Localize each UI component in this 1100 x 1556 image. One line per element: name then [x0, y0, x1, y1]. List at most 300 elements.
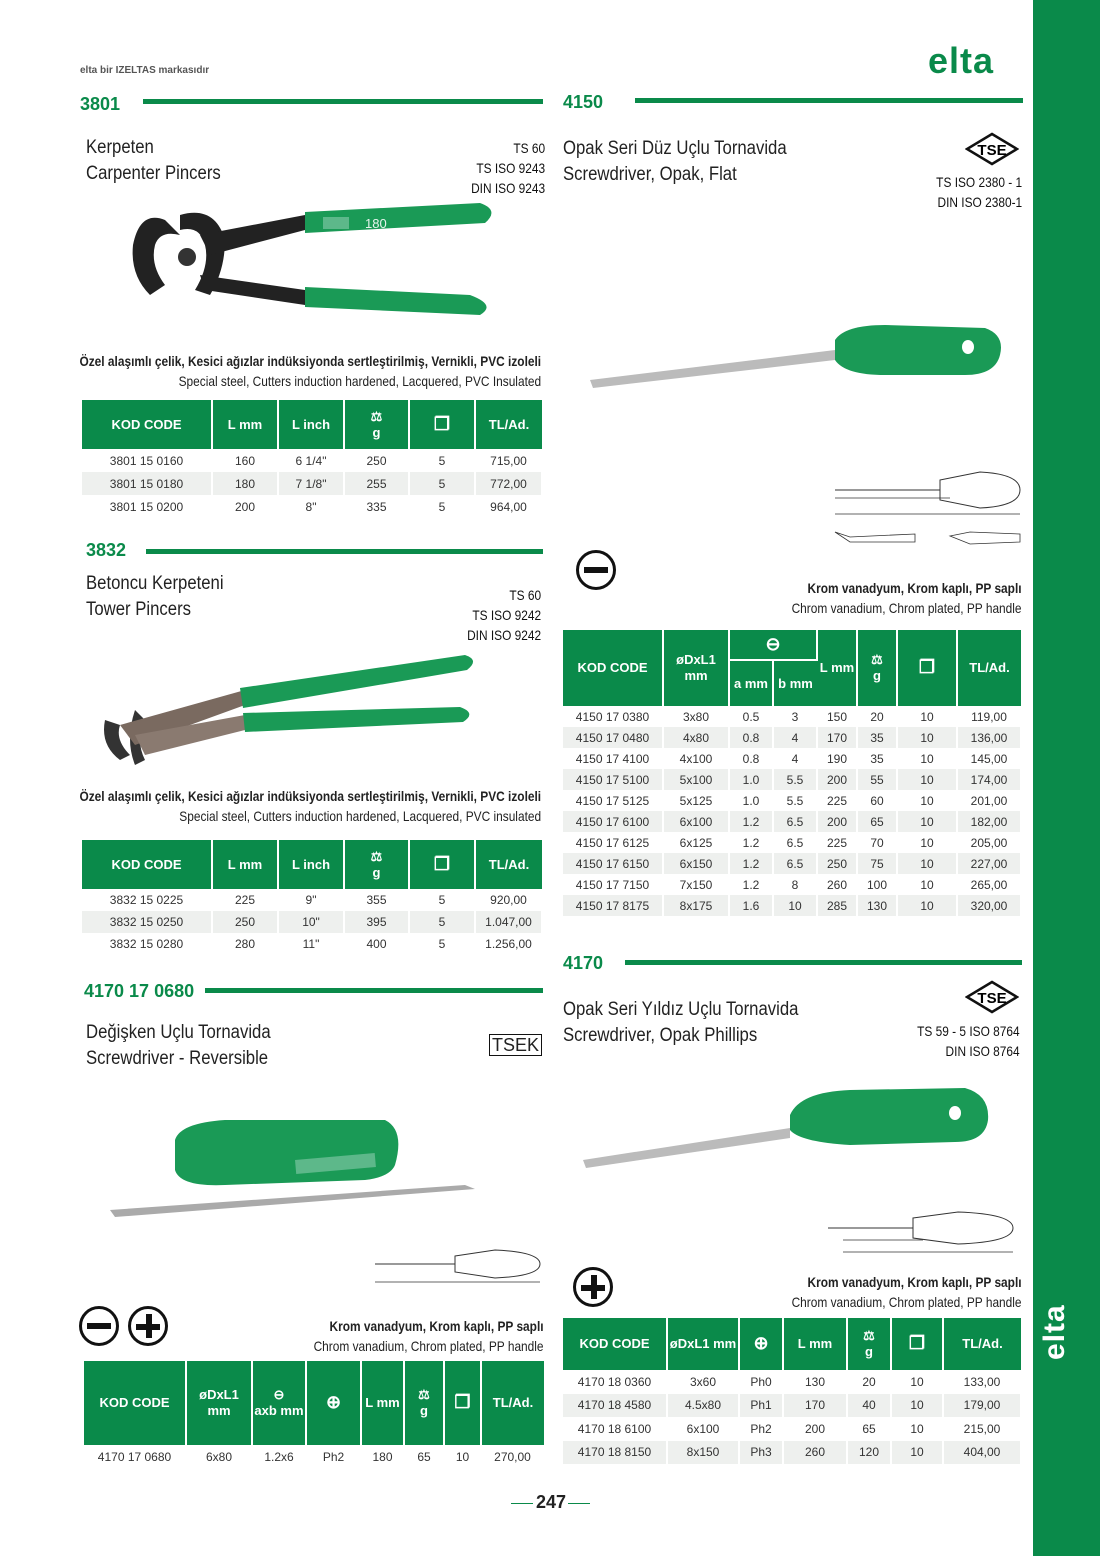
table-row	[82, 933, 542, 955]
weight-unit: g	[372, 424, 381, 440]
table-cell: 3801 15 0200	[82, 495, 212, 518]
table-cell: 35	[857, 727, 897, 748]
table-cell: 3x80	[663, 706, 729, 727]
col-code: KOD CODE	[84, 1361, 186, 1445]
table-cell: 3	[773, 706, 817, 727]
table-cell: 10	[891, 1370, 943, 1394]
table-cell: 10	[891, 1417, 943, 1441]
table-cell: 3801 15 0160	[82, 449, 212, 472]
table-cell: 4.5x80	[667, 1394, 739, 1418]
page-number-rule	[568, 1503, 590, 1504]
table-cell: 225	[212, 889, 278, 911]
standards-list	[936, 172, 1022, 212]
tower-pincers-image	[95, 650, 485, 775]
table-cell: 10	[897, 769, 957, 790]
table-cell: 1.0	[729, 769, 773, 790]
standard: DIN ISO 9242	[466, 627, 541, 643]
scale-icon: ⚖	[418, 1387, 430, 1402]
table-cell: 5	[409, 911, 475, 933]
description-tr: Krom vanadyum, Krom kaplı, PP saplı	[329, 1318, 544, 1334]
table-cell: 5x100	[663, 769, 729, 790]
table-cell: 250	[344, 449, 409, 472]
scale-icon: ⚖	[863, 1328, 875, 1343]
table-row	[563, 1370, 1021, 1394]
col-l: L mm	[361, 1361, 404, 1445]
table-row	[82, 495, 542, 518]
tse-logo-text: TSE	[977, 990, 1007, 1007]
table-cell: 6x100	[663, 811, 729, 832]
table-cell: 4x80	[663, 727, 729, 748]
table-cell: Ph0	[739, 1370, 783, 1394]
standard: TS ISO 2380 - 1	[936, 174, 1022, 190]
table-cell: 20	[847, 1370, 891, 1394]
table-cell: 4170 18 6100	[563, 1417, 667, 1441]
table-cell: 8x150	[667, 1441, 739, 1465]
table-cell: 4150 17 5125	[563, 790, 663, 811]
reversible-screwdriver-image	[105, 1105, 485, 1230]
box-icon: ❐	[433, 853, 451, 874]
product-description	[792, 1272, 1022, 1312]
price-table-4170	[563, 1318, 1022, 1464]
table-cell: 6x125	[663, 832, 729, 853]
table-cell: 10	[444, 1445, 481, 1468]
section-rule	[205, 988, 543, 993]
section-code-4150: 4150	[563, 92, 604, 112]
description-tr: Özel alaşımlı çelik, Kesici ağızlar indüksiyonda sertleştirilmiş, Vernikli, PVC izoleli	[79, 353, 541, 369]
description-en: Chrom vanadium, Chrom plated, PP handle	[314, 1338, 544, 1354]
table-cell: 40	[847, 1394, 891, 1418]
product-title-tr: Opak Seri Yıldız Uçlu Tornavida	[563, 999, 799, 1020]
col-pack	[409, 840, 475, 889]
table-cell: 1.2	[729, 874, 773, 895]
table-row	[82, 889, 542, 911]
col-pack	[409, 400, 475, 449]
col-axb	[252, 1361, 306, 1445]
table-cell: 1.047,00	[475, 911, 542, 933]
col-code: KOD CODE	[82, 840, 212, 889]
table-cell: 920,00	[475, 889, 542, 911]
table-cell: 772,00	[475, 472, 542, 495]
table-row	[563, 748, 1021, 769]
table-cell: 1.0	[729, 790, 773, 811]
table-cell: 65	[404, 1445, 444, 1468]
table-cell: 4170 17 0680	[84, 1445, 186, 1468]
table-cell: 255	[344, 472, 409, 495]
tse-logo-text: TSE	[977, 142, 1007, 159]
table-cell: Ph2	[739, 1417, 783, 1441]
table-cell: 8x175	[663, 895, 729, 916]
table-cell: 200	[817, 811, 857, 832]
product-description	[314, 1316, 544, 1356]
table-cell: 200	[212, 495, 278, 518]
table-cell: Ph1	[739, 1394, 783, 1418]
table-cell: 5	[409, 889, 475, 911]
col-phillips	[739, 1318, 783, 1370]
table-cell: 5	[409, 495, 475, 518]
col-dxl: øDxL1 mm	[667, 1318, 739, 1370]
flat-screwdriver-image	[585, 320, 1010, 395]
col-weight	[344, 840, 409, 889]
col-l-inch: L inch	[278, 400, 344, 449]
table-cell: 4x100	[663, 748, 729, 769]
description-en: Special steel, Cutters induction hardened, Lacquered, PVC insulated	[179, 808, 541, 824]
col-code: KOD CODE	[563, 1318, 667, 1370]
reversible-dimension-drawing	[365, 1242, 545, 1292]
standard: DIN ISO 9243	[470, 180, 545, 196]
table-cell: Ph3	[739, 1441, 783, 1465]
col-b: b mm	[773, 660, 817, 706]
col-dxl: øDxL1 mm	[663, 630, 729, 706]
weight-unit: g	[420, 1403, 428, 1418]
table-cell: 1.2	[729, 811, 773, 832]
box-icon: ❐	[908, 1333, 926, 1353]
table-cell: 133,00	[943, 1370, 1021, 1394]
table-row	[563, 790, 1021, 811]
table-body	[84, 1445, 544, 1468]
col-price: TL/Ad.	[475, 840, 542, 889]
flat-tip-icon	[576, 550, 616, 590]
table-cell: 10	[897, 874, 957, 895]
price-table-4150	[563, 630, 1022, 916]
col-l-mm: L mm	[212, 840, 278, 889]
table-cell: 10	[897, 895, 957, 916]
table-cell: 1.6	[729, 895, 773, 916]
table-cell: 4150 17 0380	[563, 706, 663, 727]
price-table-3832	[82, 840, 543, 955]
table-row	[563, 895, 1021, 916]
standards-list	[917, 1021, 1020, 1061]
section-rule	[635, 98, 1023, 103]
table-cell: 10	[897, 727, 957, 748]
table-cell: 250	[212, 911, 278, 933]
box-icon: ❐	[918, 657, 936, 677]
table-row	[84, 1445, 544, 1468]
table-cell: 20	[857, 706, 897, 727]
table-cell: 150	[817, 706, 857, 727]
table-cell: 10	[891, 1394, 943, 1418]
table-cell: 227,00	[957, 853, 1021, 874]
table-cell: 182,00	[957, 811, 1021, 832]
table-cell: 35	[857, 748, 897, 769]
table-cell: 3832 15 0250	[82, 911, 212, 933]
description-tr: Özel alaşımlı çelik, Kesici ağızlar indüksiyonda sertleştirilmiş, Vernikli, PVC izoleli	[79, 788, 541, 804]
product-title-en: Screwdriver, Opak Phillips	[563, 1025, 758, 1046]
table-cell: 10	[773, 895, 817, 916]
col-a: a mm	[729, 660, 773, 706]
price-table-3801	[82, 400, 543, 518]
table-cell: 4150 17 6125	[563, 832, 663, 853]
table-cell: 180	[361, 1445, 404, 1468]
table-row	[563, 769, 1021, 790]
table-cell: 4150 17 6150	[563, 853, 663, 874]
table-row	[563, 1394, 1021, 1418]
product-description	[79, 786, 541, 826]
col-price: TL/Ad.	[481, 1361, 544, 1445]
phillips-tip-icon: ⊕	[753, 1333, 769, 1353]
table-cell: 10	[897, 832, 957, 853]
col-price: TL/Ad.	[943, 1318, 1021, 1370]
table-cell: 404,00	[943, 1441, 1021, 1465]
phillips-tip-icon: ⊕	[325, 1392, 342, 1412]
table-row	[563, 727, 1021, 748]
table-cell: 355	[344, 889, 409, 911]
table-row	[82, 911, 542, 933]
table-cell: 5.5	[773, 769, 817, 790]
table-cell: 320,00	[957, 895, 1021, 916]
standard: TS 60	[513, 140, 545, 156]
table-cell: 1.2	[729, 853, 773, 874]
section-rule	[146, 549, 543, 554]
table-cell: 10	[897, 706, 957, 727]
table-cell: 65	[857, 811, 897, 832]
table-cell: 200	[817, 769, 857, 790]
table-cell: 400	[344, 933, 409, 955]
scale-icon: ⚖	[370, 408, 383, 424]
table-cell: 130	[857, 895, 897, 916]
table-cell: 1.256,00	[475, 933, 542, 955]
table-body	[82, 889, 542, 955]
table-row	[563, 1441, 1021, 1465]
description-tr: Krom vanadyum, Krom kaplı, PP saplı	[807, 1274, 1022, 1290]
table-cell: 201,00	[957, 790, 1021, 811]
table-cell: 4170 18 8150	[563, 1441, 667, 1465]
standard: TS 60	[509, 587, 541, 603]
standard: TS 59 - 5 ISO 8764	[917, 1023, 1020, 1039]
table-cell: 100	[857, 874, 897, 895]
col-pack	[897, 630, 957, 706]
table-cell: 4150 17 4100	[563, 748, 663, 769]
table-cell: 250	[817, 853, 857, 874]
carpenter-pincers-image	[125, 195, 505, 325]
col-weight	[857, 630, 897, 706]
table-cell: 335	[344, 495, 409, 518]
table-cell: 120	[847, 1441, 891, 1465]
table-cell: 170	[817, 727, 857, 748]
section-code-3832: 3832	[86, 540, 127, 560]
table-row	[563, 706, 1021, 727]
table-cell: 5	[409, 472, 475, 495]
table-cell: 3x60	[667, 1370, 739, 1394]
table-row	[563, 811, 1021, 832]
table-cell: 11"	[278, 933, 344, 955]
table-cell: 270,00	[481, 1445, 544, 1468]
brand-line: elta bir IZELTAS markasıdır	[80, 65, 210, 76]
phillips-screwdriver-image	[580, 1080, 1000, 1175]
table-cell: 160	[212, 449, 278, 472]
table-cell: 4	[773, 727, 817, 748]
table-cell: 8"	[278, 495, 344, 518]
table-cell: 260	[783, 1441, 847, 1465]
table-cell: 174,00	[957, 769, 1021, 790]
phillips-tip-icon	[573, 1267, 613, 1307]
table-cell: 5.5	[773, 790, 817, 811]
product-title-tr: Kerpeten	[86, 137, 154, 158]
table-cell: 55	[857, 769, 897, 790]
elta-logo: elta	[928, 40, 995, 81]
flat-dimension-drawing	[830, 462, 1025, 552]
section-code-3801: 3801	[80, 94, 121, 114]
col-price: TL/Ad.	[957, 630, 1021, 706]
standard: DIN ISO 8764	[945, 1043, 1020, 1059]
table-cell: 715,00	[475, 449, 542, 472]
flat-tip-icon	[79, 1306, 119, 1346]
table-cell: 6.5	[773, 853, 817, 874]
table-cell: 0.8	[729, 748, 773, 769]
table-cell: 260	[817, 874, 857, 895]
table-cell: 6 1/4"	[278, 449, 344, 472]
table-row	[563, 1417, 1021, 1441]
table-cell: 130	[783, 1370, 847, 1394]
standards-list	[467, 585, 541, 645]
table-cell: 1.2	[729, 832, 773, 853]
table-body	[82, 449, 542, 518]
col-flat-tip	[729, 630, 817, 660]
col-l: L mm	[783, 1318, 847, 1370]
box-icon: ❐	[433, 413, 451, 434]
standards-list	[471, 138, 545, 198]
product-title-tr: Opak Seri Düz Uçlu Tornavida	[563, 138, 787, 159]
table-cell: 3801 15 0180	[82, 472, 212, 495]
box-icon: ❐	[454, 1392, 471, 1412]
table-cell: 3832 15 0225	[82, 889, 212, 911]
tse-logo	[965, 132, 1019, 166]
table-cell: 190	[817, 748, 857, 769]
col-code: KOD CODE	[563, 630, 663, 706]
table-cell: 4150 17 8175	[563, 895, 663, 916]
table-cell: Ph2	[306, 1445, 361, 1468]
table-cell: 215,00	[943, 1417, 1021, 1441]
product-title-en: Tower Pincers	[86, 599, 192, 620]
description-en: Chrom vanadium, Chrom plated, PP handle	[792, 600, 1022, 616]
product-description	[792, 578, 1022, 618]
table-cell: 10	[897, 748, 957, 769]
table-cell: 7x150	[663, 874, 729, 895]
table-cell: 70	[857, 832, 897, 853]
product-title-en: Carpenter Pincers	[86, 163, 221, 184]
table-cell: 10	[891, 1441, 943, 1465]
col-code: KOD CODE	[82, 400, 212, 449]
table-cell: 60	[857, 790, 897, 811]
table-row	[563, 874, 1021, 895]
table-row	[82, 449, 542, 472]
table-cell: 10	[897, 811, 957, 832]
table-cell: 4170 18 4580	[563, 1394, 667, 1418]
table-cell: 4170 18 0360	[563, 1370, 667, 1394]
product-title-en: Screwdriver - Reversible	[86, 1048, 269, 1069]
table-cell: 4150 17 7150	[563, 874, 663, 895]
product-description	[79, 351, 541, 391]
table-body	[563, 1370, 1021, 1464]
table-cell: 4	[773, 748, 817, 769]
table-cell: 6x150	[663, 853, 729, 874]
col-l-mm: L mm	[212, 400, 278, 449]
product-title-en: Screwdriver, Opak, Flat	[563, 164, 737, 185]
table-cell: 136,00	[957, 727, 1021, 748]
table-cell: 6x100	[667, 1417, 739, 1441]
table-cell: 75	[857, 853, 897, 874]
table-cell: 4150 17 5100	[563, 769, 663, 790]
section-rule	[143, 99, 543, 104]
tse-logo	[965, 980, 1019, 1014]
table-cell: 4150 17 6100	[563, 811, 663, 832]
description-en: Special steel, Cutters induction hardened, Lacquered, PVC Insulated	[178, 373, 541, 389]
table-row	[563, 853, 1021, 874]
table-cell: 10	[897, 790, 957, 811]
table-cell: 0.8	[729, 727, 773, 748]
table-cell: 6x80	[186, 1445, 252, 1468]
section-rule	[625, 960, 1022, 965]
weight-unit: g	[865, 1344, 873, 1359]
col-phillips	[306, 1361, 361, 1445]
table-cell: 5x125	[663, 790, 729, 811]
table-cell: 1.2x6	[252, 1445, 306, 1468]
side-brand-logo: elta	[1038, 1304, 1071, 1360]
table-cell: 119,00	[957, 706, 1021, 727]
col-weight	[404, 1361, 444, 1445]
col-weight	[847, 1318, 891, 1370]
table-cell: 5	[409, 933, 475, 955]
col-pack	[891, 1318, 943, 1370]
section-code-4170-17-0680: 4170 17 0680	[84, 981, 195, 1001]
flat-tip-icon: ⊖	[765, 633, 781, 654]
product-title-tr: Betoncu Kerpeteni	[86, 573, 224, 594]
page-number-rule	[511, 1503, 533, 1504]
description-tr: Krom vanadyum, Krom kaplı, PP saplı	[807, 580, 1022, 596]
table-cell: 7 1/8"	[278, 472, 344, 495]
table-cell: 285	[817, 895, 857, 916]
page-number: 247	[536, 1492, 567, 1512]
table-cell: 145,00	[957, 748, 1021, 769]
table-cell: 225	[817, 790, 857, 811]
handle-label: 180	[365, 216, 387, 231]
table-cell: 6.5	[773, 832, 817, 853]
phillips-tip-icon	[128, 1306, 168, 1346]
col-l-inch: L inch	[278, 840, 344, 889]
table-cell: 4150 17 0480	[563, 727, 663, 748]
price-table-4170-17-0680	[84, 1361, 545, 1468]
standard: DIN ISO 2380-1	[937, 194, 1022, 210]
table-cell: 180	[212, 472, 278, 495]
table-cell: 179,00	[943, 1394, 1021, 1418]
table-cell: 10	[897, 853, 957, 874]
table-cell: 5	[409, 449, 475, 472]
standard: TS ISO 9242	[472, 607, 541, 623]
table-cell: 280	[212, 933, 278, 955]
table-cell: 200	[783, 1417, 847, 1441]
tsek-mark: TSEK	[489, 1034, 542, 1056]
table-cell: 65	[847, 1417, 891, 1441]
table-cell: 964,00	[475, 495, 542, 518]
weight-unit: g	[873, 668, 881, 683]
flat-tip-icon: ⊖	[273, 1387, 285, 1402]
table-cell: 3832 15 0280	[82, 933, 212, 955]
phillips-dimension-drawing	[818, 1208, 1018, 1258]
table-cell: 265,00	[957, 874, 1021, 895]
col-weight	[344, 400, 409, 449]
scale-icon: ⚖	[370, 848, 383, 864]
table-row	[563, 832, 1021, 853]
table-cell: 10"	[278, 911, 344, 933]
scale-icon: ⚖	[871, 652, 883, 667]
product-title-tr: Değişken Uçlu Tornavida	[86, 1022, 271, 1043]
col-dxl: øDxL1 mm	[186, 1361, 252, 1445]
table-cell: 225	[817, 832, 857, 853]
col-pack	[444, 1361, 481, 1445]
table-cell: 395	[344, 911, 409, 933]
standard: TS ISO 9243	[476, 160, 545, 176]
description-en: Chrom vanadium, Chrom plated, PP handle	[792, 1294, 1022, 1310]
weight-unit: g	[372, 864, 381, 880]
